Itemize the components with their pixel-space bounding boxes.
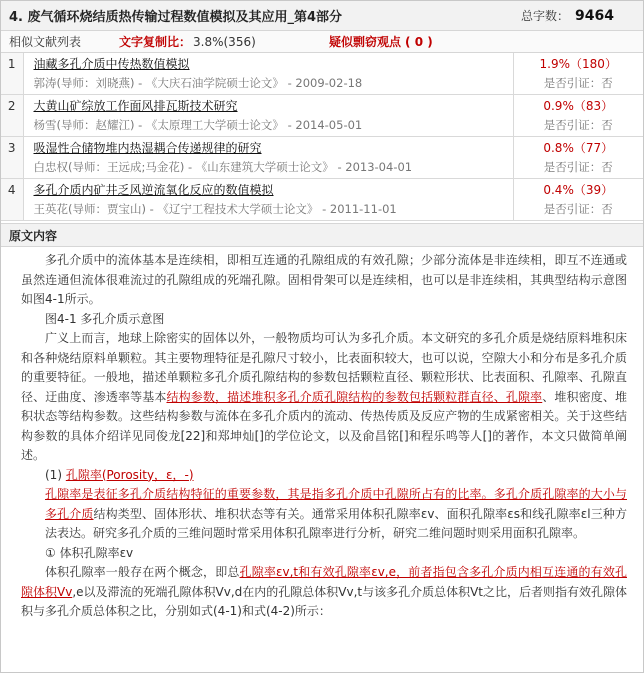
paragraph: 广义上而言，地球上除密实的固体以外，一般物质均可认为多孔介质。本文研究的多孔介质是烧结原料堆积床和各种烧结原料单颗粒。其主要物理特征是孔隙尺寸较小，比表面积较大，也可以说，空隙大小和分布是多孔介质的重要特征。一般地，描述单颗粒多孔介质孔隙结构的参数包括颗粒直径、颗粒形状、比表面积、孔隙率、孔隙直径、迂曲度、渗透率等基本结构参数，描述堆积多孔介质孔隙结构的参数包括颗粒群直径、孔隙率、堆积密度、堆积状态等结构参数。这些结构参数与流体在多孔介质内的流动、传热传质及反应产物的生成紧密相关。关于这些结构参数的具体介绍详见同俊龙[22]和郑坤灿[]的学位论文，以及俞昌铭[]和程乐鸣等人[]的著作，本文只做简单阐述。 <box>21 331 627 462</box>
original-content-heading: 原文内容 <box>1 223 643 247</box>
report-header <box>1 1 643 31</box>
highlighted-match[interactable]: 孔隙率εv,t和有效孔隙率εv,e，前者指包含多孔介质内相互连通的有效孔隙体积Vv <box>21 565 627 599</box>
similarity-percent: 0.9%（83） <box>543 99 614 113</box>
table-row <box>1 95 643 137</box>
similar-doc-meta: 王英花(导师：贾宝山) - 《辽宁工程技术大学硕士论文》 - 2011-11-01 <box>33 202 397 216</box>
table-row <box>1 179 643 221</box>
highlighted-match[interactable]: 结构参数，描述堆积多孔介质孔隙结构的参数包括颗粒群直径、孔隙率 <box>166 389 543 404</box>
row-number: 1 <box>1 53 23 95</box>
similarity-percent: 0.8%（77） <box>543 141 614 155</box>
paragraph: 多孔介质中的流体基本是连续相，即相互连通的孔隙组成的有效孔隙；少部分流体是非连续相，即互不连通或虽然连通但流体很难流过的孔隙组成的死端孔隙。固相骨架可以是连续相，也可以是非连续相，其典型结构示意图如图4-1所示。 <box>21 253 627 306</box>
copy-ratio-value: 3.8%(356) <box>193 34 256 49</box>
dubious-viewpoints-label[interactable]: 疑似剽窃观点 <box>329 35 402 49</box>
citation-status: 是否引证：否 <box>543 202 613 216</box>
dubious-viewpoints-count[interactable]: ( 0 ) <box>405 34 433 49</box>
citation-status: 是否引证：否 <box>543 118 613 132</box>
similar-doc-title-link[interactable]: 多孔介质内矿井乏风逆流氧化反应的数值模拟 <box>33 183 274 197</box>
document-title: 4. 废气循环烧结质热传输过程数值模拟及其应用_第4部分 <box>9 10 343 25</box>
figure-caption: 图4-1 多孔介质示意图 <box>45 311 165 326</box>
paragraph: 体积孔隙率一般存在两个概念，即总孔隙率εv,t和有效孔隙率εv,e，前者指包含多孔介质内相互连通的有效孔隙体积Vv,e以及滞流的死端孔隙体积Vv,d在内的孔隙总体积Vv,t与该多孔介质总体积Vt之比，后者则指有效孔隙体积与多孔介质总体积之比，分别如式(4-1)和式(4-2)所示： <box>21 565 627 618</box>
stats-bar <box>1 31 643 53</box>
row-number: 3 <box>1 137 23 179</box>
row-number: 4 <box>1 179 23 221</box>
copy-ratio-label: 文字复制比： <box>119 35 192 49</box>
highlighted-match[interactable]: 孔隙率是表征多孔介质结构特征的重要参数，其是指多孔介质中孔隙所占有的比率。多孔介质孔隙率的大小与多孔介质 <box>45 487 627 521</box>
row-number: 2 <box>1 95 23 137</box>
similarity-percent: 0.4%（39） <box>543 183 614 197</box>
paragraph: 孔隙率是表征多孔介质结构特征的重要参数，其是指多孔介质中孔隙所占有的比率。多孔介质孔隙率的大小与多孔介质结构类型、固体形状、堆积状态等有关。通常采用体积孔隙率εv、面积孔隙率εs和线孔隙率εl三种方法表达。研究多孔介质的三维问题时常采用体积孔隙率进行分析，研究二维问题时则采用面积孔隙率。 <box>45 487 627 540</box>
similar-doc-title-link[interactable]: 油藏多孔介质中传热数值模拟 <box>33 57 190 71</box>
similar-doc-meta: 郭涛(导师：刘晓燕) - 《大庆石油学院硕士论文》 - 2009-02-18 <box>33 76 363 90</box>
similar-doc-title-link[interactable]: 大黄山矿综放工作面风排瓦斯技术研究 <box>33 99 238 113</box>
similar-list-label: 相似文献列表 <box>9 35 82 49</box>
table-row <box>1 137 643 179</box>
similar-doc-meta: 杨雪(导师：赵耀江) - 《太原理工大学硕士论文》 - 2014-05-01 <box>33 118 363 132</box>
citation-status: 是否引证：否 <box>543 76 613 90</box>
similar-doc-meta: 白忠权(导师：王远成;马金花) - 《山东建筑大学硕士论文》 - 2013-04-01 <box>33 160 413 174</box>
highlighted-match[interactable]: 孔隙率(Porosity，ε，-) <box>65 467 194 482</box>
similarity-percent: 1.9%（180） <box>539 57 617 71</box>
subsection-heading: ① 体积孔隙率εv <box>45 545 134 560</box>
similar-documents-table <box>1 53 643 221</box>
subsection-heading: (1) 孔隙率(Porosity，ε，-) <box>45 467 194 482</box>
word-count-label: 总字数： <box>520 9 569 23</box>
word-count-value: 9464 <box>575 7 614 24</box>
original-content-body <box>1 247 643 622</box>
table-row <box>1 53 643 95</box>
citation-status: 是否引证：否 <box>543 160 613 174</box>
similar-doc-title-link[interactable]: 吸湿性合储物堆内热湿耦合传递规律的研究 <box>33 141 262 155</box>
